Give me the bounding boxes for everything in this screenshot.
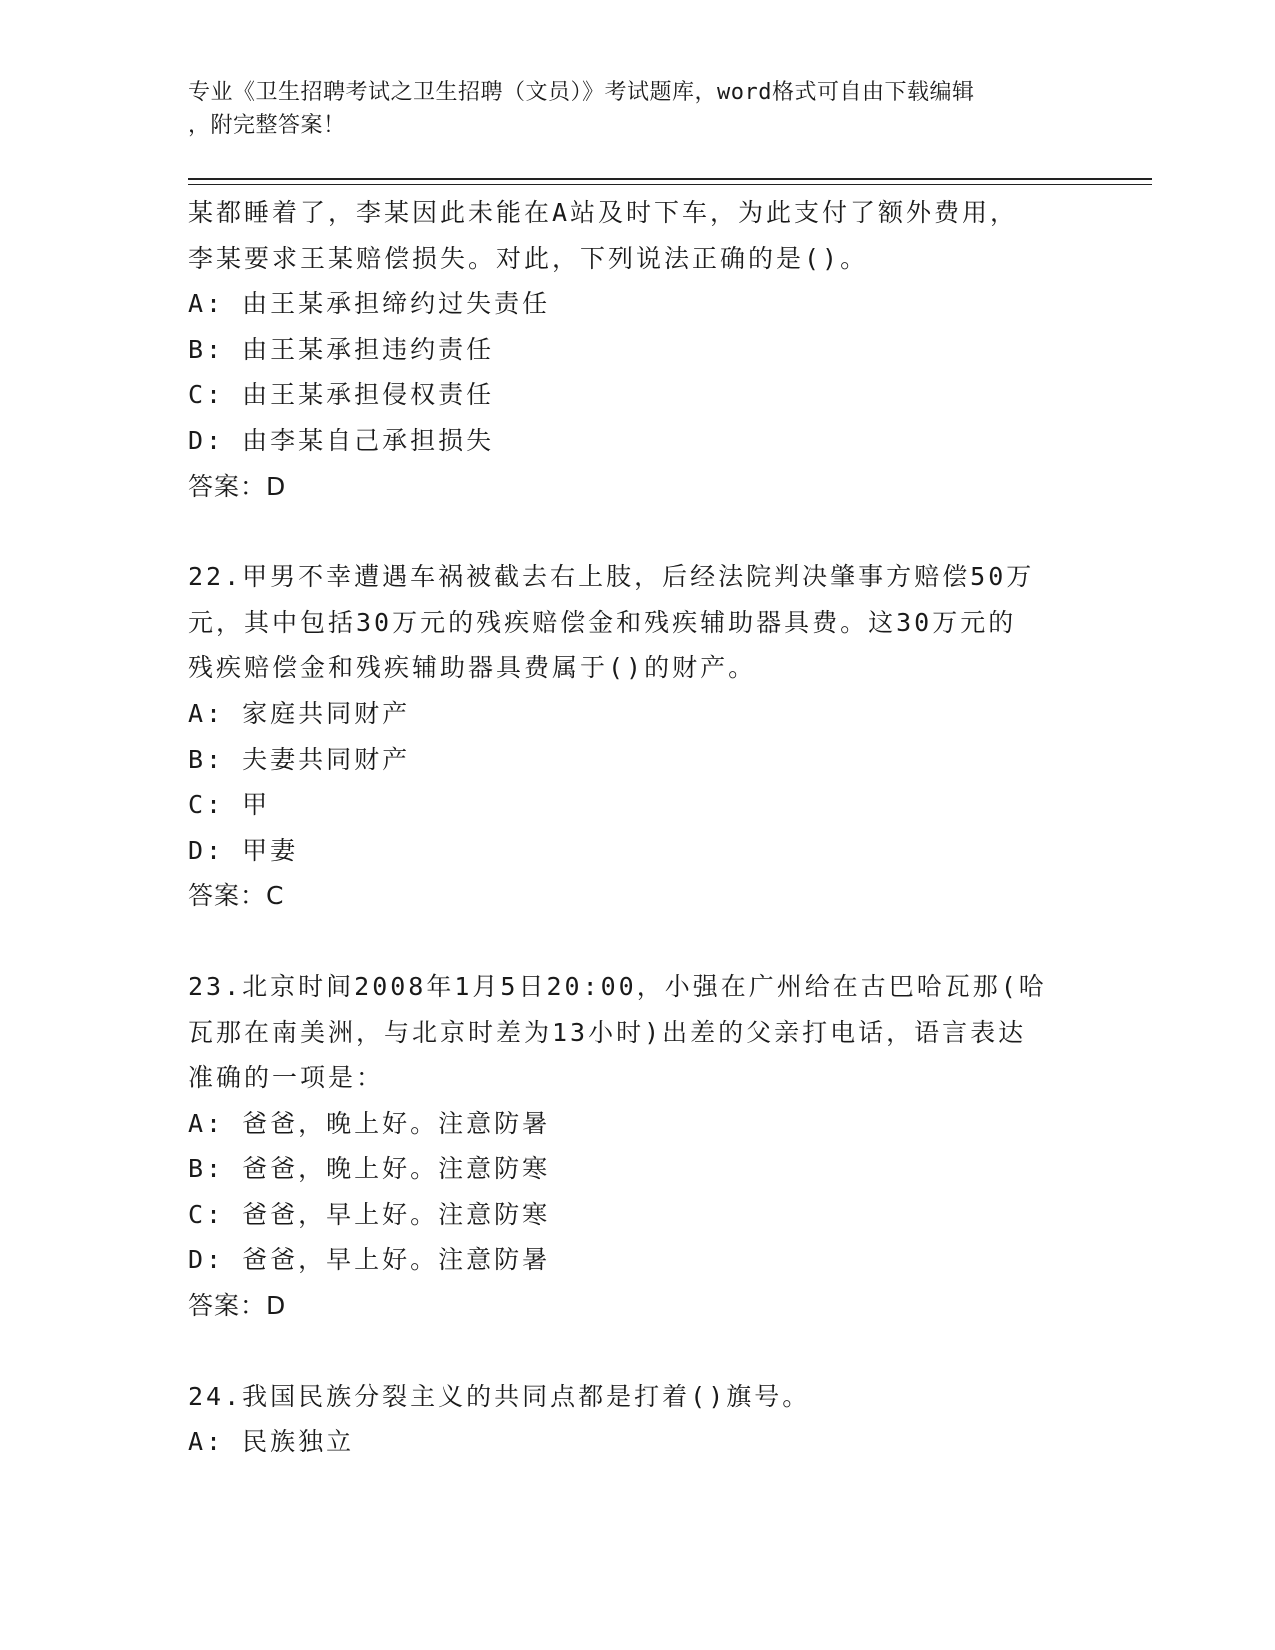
option-c: C: 爸爸，早上好。注意防寒	[188, 1199, 551, 1229]
header-rule-thin	[188, 184, 1152, 185]
question-stem-line: 残疾赔偿金和残疾辅助器具费属于()的财产。	[188, 653, 757, 683]
question-block	[188, 964, 1088, 1329]
question-stem-line: 某都睡着了，李某因此未能在A站及时下车，为此支付了额外费用，	[188, 198, 1019, 227]
option-c: C: 由王某承担侵权责任	[188, 380, 495, 410]
option-c: C: 甲	[188, 790, 271, 820]
answer-line: 答案：D	[188, 471, 287, 501]
question-stem-line: 瓦那在南美洲，与北京时差为13小时)出差的父亲打电话，语言表达	[188, 1017, 1027, 1047]
answer-line: 答案：C	[188, 881, 285, 911]
question-block	[188, 190, 1088, 509]
answer-line: 答案：D	[188, 1291, 287, 1321]
header-rule-thick	[188, 178, 1152, 180]
question-stem-line: 22.甲男不幸遭遇车祸被截去右上肢，后经法院判决肇事方赔偿50万	[188, 562, 1035, 592]
question-list	[188, 190, 1088, 1465]
question-stem-line: 李某要求王某赔偿损失。对此，下列说法正确的是()。	[188, 243, 869, 273]
question-block	[188, 554, 1088, 919]
option-b: B: 夫妻共同财产	[188, 744, 411, 774]
option-d: D: 由李某自己承担损失	[188, 425, 495, 455]
option-d: D: 爸爸，早上好。注意防暑	[188, 1245, 551, 1275]
question-stem-line: 准确的一项是：	[188, 1063, 385, 1093]
question-stem-line: 23.北京时间2008年1月5日20:00，小强在广州给在古巴哈瓦那(哈	[188, 971, 1047, 1001]
option-a: A: 由王某承担缔约过失责任	[188, 289, 551, 319]
header-line-1: 专业《卫生招聘考试之卫生招聘（文员）》考试题库，word格式可自由下载编辑	[188, 80, 975, 105]
option-a: A: 爸爸，晚上好。注意防暑	[188, 1108, 551, 1138]
option-a: A: 民族独立	[188, 1427, 355, 1457]
question-block	[188, 1374, 1088, 1465]
option-b: B: 由王某承担违约责任	[188, 334, 495, 364]
question-stem-line: 元，其中包括30万元的残疾赔偿金和残疾辅助器具费。这30万元的	[188, 607, 1017, 637]
option-b: B: 爸爸，晚上好。注意防寒	[188, 1154, 551, 1184]
question-stem-line: 24.我国民族分裂主义的共同点都是打着()旗号。	[188, 1381, 811, 1411]
option-a: A: 家庭共同财产	[188, 698, 411, 728]
document-header	[188, 76, 1068, 142]
header-line-2: ，附完整答案！	[188, 113, 346, 138]
option-d: D: 甲妻	[188, 835, 299, 865]
